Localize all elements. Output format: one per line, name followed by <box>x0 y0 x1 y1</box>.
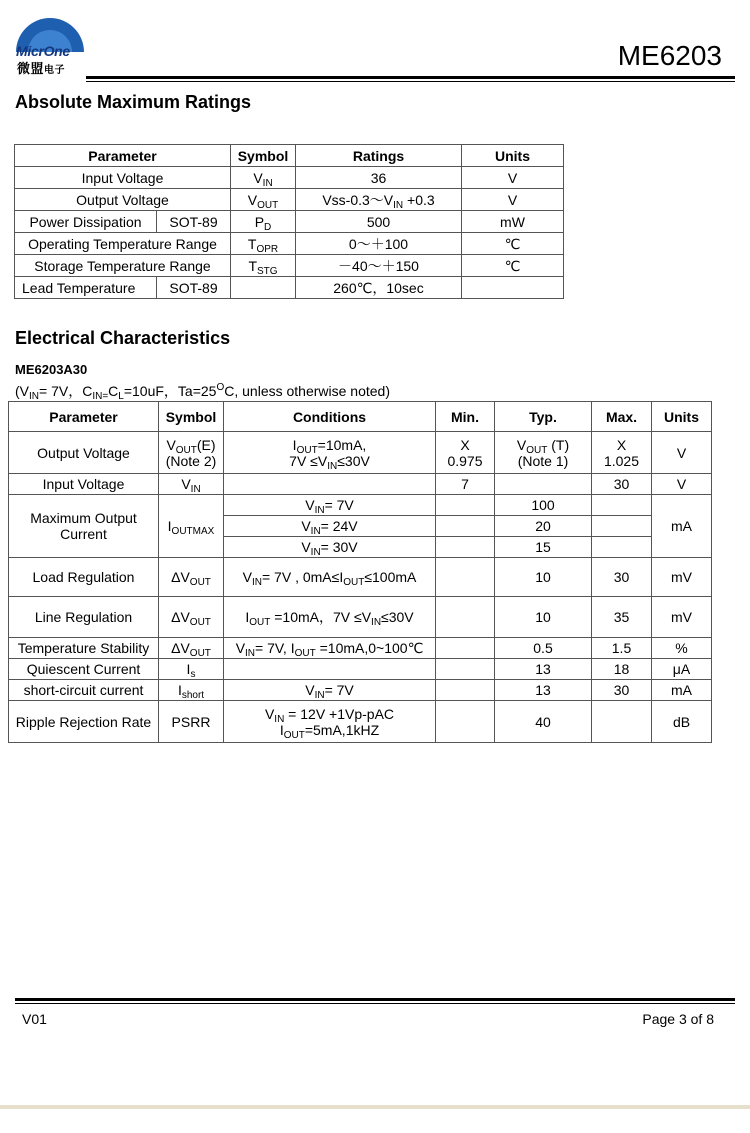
unit-cell: mV <box>652 558 712 597</box>
conditions-cell: $V_{IN}= 7V$ <box>224 680 436 701</box>
table-row <box>15 211 564 233</box>
max-cell: 30 <box>592 680 652 701</box>
unit-cell: mA <box>652 680 712 701</box>
min-cell <box>436 659 495 680</box>
parameter-cell: Operating Temperature Range <box>15 233 231 255</box>
unit-cell: V <box>462 189 564 211</box>
symbol-cell: $T_{OPR}$ <box>231 233 296 255</box>
table-row <box>9 638 712 659</box>
section-title-electrical: Electrical Characteristics <box>15 328 231 348</box>
symbol-cell: $P_D$ <box>231 211 296 233</box>
conditions-cell: $V_{IN} = 12V +1Vp-pAC$ $I_{OUT}=5mA,1kHZ$ <box>224 701 436 743</box>
symbol-cell: $V_{IN}$ <box>231 167 296 189</box>
table-row <box>15 167 564 189</box>
table-header-row <box>9 402 712 432</box>
table-row <box>9 597 712 638</box>
unit-cell: V <box>652 474 712 495</box>
logo-chinese-text: 微盟电子 <box>17 61 66 76</box>
max-cell: 30 <box>592 474 652 495</box>
company-logo <box>14 14 86 76</box>
col-header-min: Min. <box>436 402 495 432</box>
test-conditions: ($V_{IN}= 7V$，$C_{IN=}C_L=10uF$，$Ta=25^OC$, unless otherwise noted) <box>15 382 391 402</box>
parameter-cell: Output Voltage <box>15 189 231 211</box>
max-cell: 30 <box>592 558 652 597</box>
typ-cell <box>495 474 592 495</box>
unit-cell: mV <box>652 597 712 638</box>
max-cell <box>592 516 652 537</box>
conditions-cell: $I_{OUT} =10mA$，$7V \le V_{IN}\le 30V$ <box>224 597 436 638</box>
conditions-cell: $V_{IN}= 30V$ <box>224 537 436 558</box>
symbol-cell: $V_{OUT}(E)$ (Note 2) <box>159 432 224 474</box>
symbol-cell: $I_s$ <box>159 659 224 680</box>
parameter-cell: Power Dissipation <box>15 211 157 233</box>
typ-cell: 100 <box>495 495 592 516</box>
max-cell <box>592 495 652 516</box>
rating-cell: 260℃，10sec <box>296 277 462 299</box>
col-header-symbol: Symbol <box>231 145 296 167</box>
min-cell <box>436 680 495 701</box>
parameter-cell: Ripple Rejection Rate <box>9 701 159 743</box>
table-row <box>9 659 712 680</box>
parameter-cell: Line Regulation <box>9 597 159 638</box>
max-cell: 1.5 <box>592 638 652 659</box>
symbol-cell: $\Delta V_{OUT}$ <box>159 558 224 597</box>
package-cell: SOT-89 <box>157 211 231 233</box>
col-header-max: Max. <box>592 402 652 432</box>
typ-cell: 15 <box>495 537 592 558</box>
typ-cell: $V_{OUT}$ (T) (Note 1) <box>495 432 592 474</box>
symbol-cell: $I_{OUTMAX}$ <box>159 495 224 558</box>
min-cell <box>436 701 495 743</box>
parameter-cell: Maximum Output Current <box>9 495 159 558</box>
symbol-cell <box>231 277 296 299</box>
table-row <box>9 474 712 495</box>
unit-cell: % <box>652 638 712 659</box>
rating-cell: 0～＋100 <box>296 233 462 255</box>
page-number: Page 3 of 8 <box>642 1011 714 1027</box>
rating-cell: 500 <box>296 211 462 233</box>
min-cell <box>436 597 495 638</box>
table-row <box>9 680 712 701</box>
col-header-units: Units <box>652 402 712 432</box>
logo-english-text: MicrOne <box>16 43 70 59</box>
unit-cell: V <box>652 432 712 474</box>
unit-cell: mA <box>652 495 712 558</box>
table-row <box>9 432 712 474</box>
parameter-cell: Input Voltage <box>9 474 159 495</box>
typ-cell: 10 <box>495 597 592 638</box>
table-row <box>9 558 712 597</box>
absolute-max-table <box>14 144 564 299</box>
typ-cell: 40 <box>495 701 592 743</box>
unit-cell: ℃ <box>462 233 564 255</box>
table-row <box>15 255 564 277</box>
col-header-typ: Typ. <box>495 402 592 432</box>
min-cell <box>436 495 495 516</box>
max-cell: 35 <box>592 597 652 638</box>
symbol-cell: $I_{short}$ <box>159 680 224 701</box>
min-cell: X 0.975 <box>436 432 495 474</box>
conditions-cell <box>224 659 436 680</box>
typ-cell: 0.5 <box>495 638 592 659</box>
parameter-cell: Output Voltage <box>9 432 159 474</box>
col-header-ratings: Ratings <box>296 145 462 167</box>
rating-cell: －40～＋150 <box>296 255 462 277</box>
min-cell: 7 <box>436 474 495 495</box>
unit-cell: ℃ <box>462 255 564 277</box>
header-rule-thin <box>86 81 735 82</box>
table-row <box>15 233 564 255</box>
min-cell <box>436 516 495 537</box>
model-number: ME6203A30 <box>15 362 88 377</box>
conditions-cell: $I_{OUT}=10mA$, $7V \le V_{IN}\le 30V$ <box>224 432 436 474</box>
typ-cell: 13 <box>495 659 592 680</box>
max-cell <box>592 701 652 743</box>
col-header-parameter: Parameter <box>15 145 231 167</box>
package-cell: SOT-89 <box>157 277 231 299</box>
unit-cell: dB <box>652 701 712 743</box>
table-row <box>9 495 712 516</box>
conditions-cell: $V_{IN}= 7V$ , $0mA\le I_{OUT}\le 100mA$ <box>224 558 436 597</box>
unit-cell: V <box>462 167 564 189</box>
electrical-characteristics-table <box>8 401 712 743</box>
unit-cell: mW <box>462 211 564 233</box>
col-header-parameter: Parameter <box>9 402 159 432</box>
table-row <box>15 189 564 211</box>
max-cell <box>592 537 652 558</box>
table-row <box>15 277 564 299</box>
document-title: ME6203 <box>617 40 722 71</box>
parameter-cell: short-circuit current <box>9 680 159 701</box>
symbol-cell: PSRR <box>159 701 224 743</box>
col-header-conditions: Conditions <box>224 402 436 432</box>
footer-rule <box>15 998 735 1001</box>
footer-rule-thin <box>15 1003 735 1004</box>
symbol-cell: $\Delta V_{OUT}$ <box>159 638 224 659</box>
max-cell: 18 <box>592 659 652 680</box>
conditions-cell: $V_{IN}= 7V$ <box>224 495 436 516</box>
typ-cell: 13 <box>495 680 592 701</box>
col-header-units: Units <box>462 145 564 167</box>
unit-cell: μA <box>652 659 712 680</box>
symbol-cell: $\Delta V_{OUT}$ <box>159 597 224 638</box>
parameter-cell: Lead Temperature <box>15 277 157 299</box>
min-cell <box>436 558 495 597</box>
unit-cell <box>462 277 564 299</box>
conditions-cell: $V_{IN}= 7V$, $I_{OUT}$ =10mA,0~100℃ <box>224 638 436 659</box>
conditions-cell: $V_{IN}= 24V$ <box>224 516 436 537</box>
parameter-cell: Input Voltage <box>15 167 231 189</box>
parameter-cell: Load Regulation <box>9 558 159 597</box>
typ-cell: 20 <box>495 516 592 537</box>
symbol-cell: $V_{OUT}$ <box>231 189 296 211</box>
rating-cell: 36 <box>296 167 462 189</box>
header-rule <box>86 76 735 79</box>
conditions-cell <box>224 474 436 495</box>
col-header-symbol: Symbol <box>159 402 224 432</box>
rating-cell: Vss-$0.3\sim V_{IN} +0.3$ <box>296 189 462 211</box>
min-cell <box>436 537 495 558</box>
parameter-cell: Storage Temperature Range <box>15 255 231 277</box>
symbol-cell: $V_{IN}$ <box>159 474 224 495</box>
table-row <box>9 701 712 743</box>
table-header-row <box>15 145 564 167</box>
typ-cell: 10 <box>495 558 592 597</box>
parameter-cell: Temperature Stability <box>9 638 159 659</box>
max-cell: X 1.025 <box>592 432 652 474</box>
version-label: V01 <box>22 1011 47 1027</box>
section-title-absolute-max: Absolute Maximum Ratings <box>15 92 252 112</box>
min-cell <box>436 638 495 659</box>
symbol-cell: $T_{STG}$ <box>231 255 296 277</box>
page-bottom-edge <box>0 1105 750 1109</box>
parameter-cell: Quiescent Current <box>9 659 159 680</box>
